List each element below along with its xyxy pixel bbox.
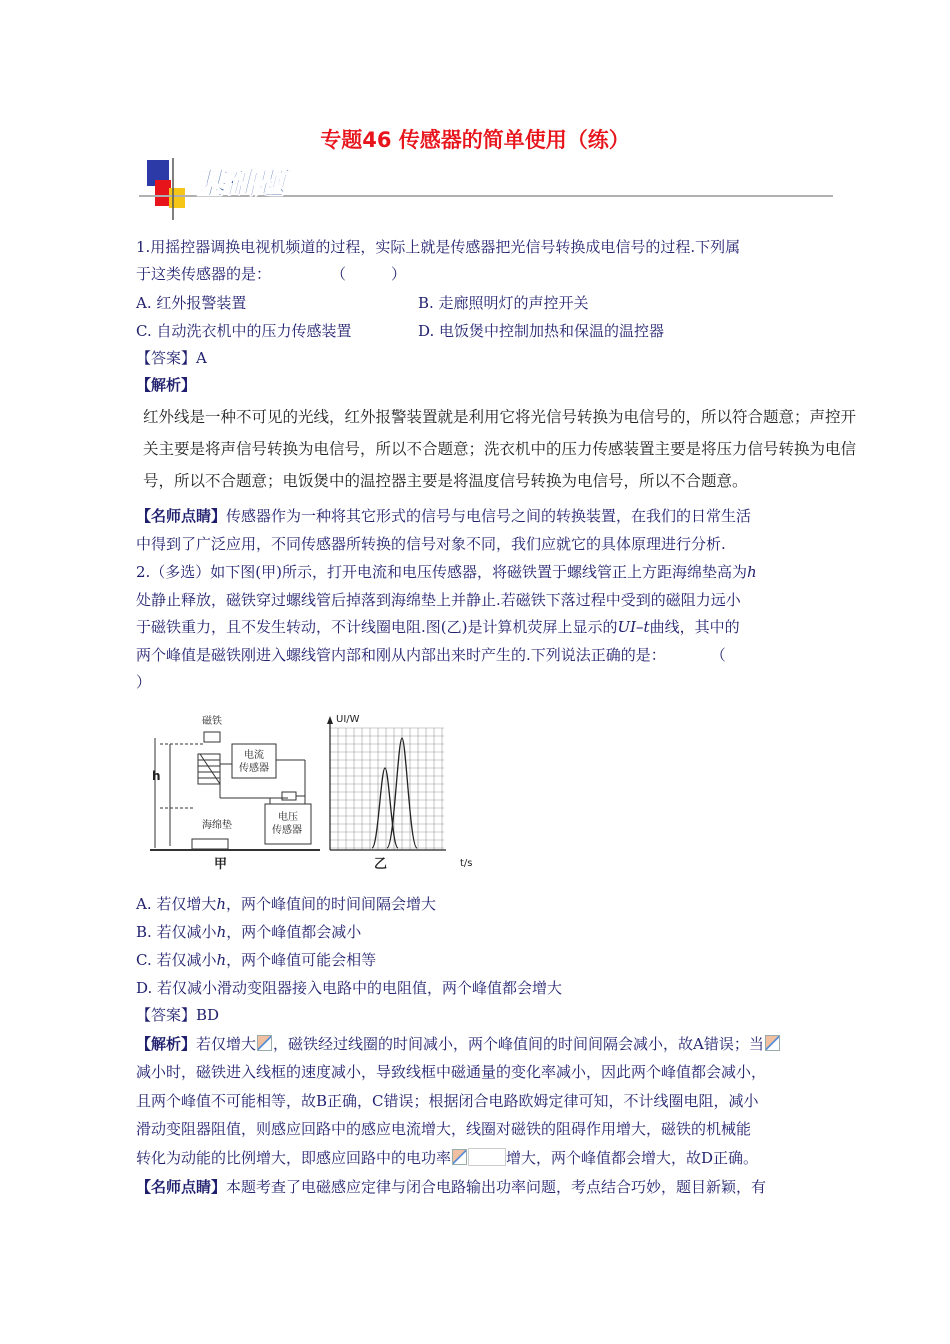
q2-stem-line2: 处静止释放，磁铁穿过螺线管后掉落到海绵垫上并静止.若磁铁下落过程中受到的磁阻力远小 bbox=[136, 591, 741, 609]
q2-analysis-line1 bbox=[136, 1033, 781, 1054]
q2-analysis-text-5b: 增大，两个峰值都会增大，故D正确。 bbox=[506, 1149, 759, 1167]
q2-option-c-var: h bbox=[216, 951, 227, 969]
q2-option-a-var: h bbox=[216, 895, 227, 913]
q1-stem-line1: 1.用摇控器调换电视机频道的过程，实际上就是传感器把光信号转换成电信号的过程.下列属 bbox=[136, 238, 741, 256]
q2-stem-text-3b: 曲线，其中的 bbox=[649, 618, 740, 636]
q2-analysis-text-5a: 转化为动能的比例增大，即感应回路中的电功率 bbox=[136, 1149, 452, 1167]
q1-analysis-line2: 关主要是将声信号转换为电信号，所以不合题意；洗衣机中的压力传感装置主要是将压力信号转换为电信 bbox=[143, 440, 857, 458]
q2-option-b-var: h bbox=[216, 923, 227, 941]
q1-option-c: C. 自动洗衣机中的压力传感装置 bbox=[136, 322, 352, 340]
voltage-sensor bbox=[265, 804, 311, 844]
q2-option-d: D. 若仅减小滑动变阻器接入电路中的电阻值，两个峰值都会增大 bbox=[136, 979, 563, 997]
q2-stem-var-h: h bbox=[747, 563, 757, 581]
banner-title: 基础题 bbox=[195, 167, 285, 202]
rheostat bbox=[282, 792, 296, 800]
caption-jia: 甲 bbox=[214, 857, 228, 872]
q2-option-a-text: A. 若仅增大 bbox=[136, 895, 217, 913]
q2-analysis-text-1b: ，磁铁经过线圈的时间减小，两个峰值间的时间间隔会减小，故A错误；当 bbox=[273, 1035, 764, 1053]
graph-grid bbox=[330, 728, 444, 850]
label-h: h bbox=[152, 769, 161, 783]
q2-option-c-text2: ，两个峰值可能会相等 bbox=[226, 951, 377, 969]
equation-image-icon bbox=[257, 1035, 272, 1051]
q2-analysis-line2: 减小时，磁铁进入线框的速度减小，导致线框中磁通量的变化率减小，因此两个峰值都会减小， bbox=[136, 1063, 767, 1081]
magnet bbox=[204, 732, 220, 742]
x-axis-label: t/s bbox=[460, 858, 473, 869]
label-current-sensor-2: 传感器 bbox=[239, 763, 269, 774]
q2-stem-line4: 两个峰值是磁铁刚进入螺线管内部和刚从内部出来时产生的.下列说法正确的是： （ bbox=[136, 646, 726, 664]
q2-analysis-line3: 且两个峰值不可能相等，故B正确，C错误；根据闭合电路欧姆定律可知，不计线圈电阻，减小 bbox=[136, 1092, 759, 1110]
equation-image-icon bbox=[452, 1149, 467, 1165]
q2-stem-text: 2.（多选）如下图(甲)所示，打开电流和电压传感器，将磁铁置于螺线管正上方距海绵垫高为 bbox=[136, 563, 748, 581]
label-magnet: 磁铁 bbox=[202, 716, 222, 727]
q2-analysis-label: 【解析】 bbox=[136, 1035, 197, 1053]
q2-option-b-text: B. 若仅减小 bbox=[136, 923, 217, 941]
section-banner bbox=[133, 158, 833, 220]
q2-comment-text: 本题考查了电磁感应定律与闭合电路输出功率问题，考点结合巧妙，题目新颖，有 bbox=[226, 1178, 767, 1196]
q2-option-c bbox=[136, 949, 376, 970]
q2-answer: 【答案】BD bbox=[136, 1006, 220, 1024]
q1-option-b: B. 走廊照明灯的声控开关 bbox=[418, 294, 589, 312]
equation-image-icon bbox=[765, 1035, 780, 1051]
q2-analysis-line5 bbox=[136, 1147, 758, 1168]
label-voltage-sensor-1: 电压 bbox=[278, 812, 298, 823]
q2-option-a-text2: ，两个峰值间的时间间隔会增大 bbox=[226, 895, 437, 913]
sponge-pad bbox=[192, 839, 228, 849]
q1-comment-line1 bbox=[136, 505, 751, 526]
q2-analysis-text-1a: 若仅增大 bbox=[196, 1035, 257, 1053]
label-current-sensor-1: 电流 bbox=[244, 750, 264, 761]
q1-analysis-line3: 号，所以不合题意；电饭煲中的温控器主要是将温度信号转换为电信号，所以不合题意。 bbox=[143, 472, 748, 490]
q2-option-b-text2: ，两个峰值都会减小 bbox=[226, 923, 362, 941]
caption-yi: 乙 bbox=[374, 857, 388, 872]
equation-placeholder-box bbox=[468, 1148, 506, 1166]
q2-analysis-line4: 滑动变阻器阻值，则感应回路中的感应电流增大，线圈对磁铁的阻碍作用增大，磁铁的机械能 bbox=[136, 1120, 752, 1138]
uit-graph bbox=[327, 716, 446, 850]
q2-stem-text-3a: 于磁铁重力，且不发生转动，不计线圈电阻.图(乙)是计算机荧屏上显示的 bbox=[136, 618, 618, 636]
q2-option-c-text: C. 若仅减小 bbox=[136, 951, 217, 969]
q2-comment-line1 bbox=[136, 1176, 766, 1197]
q2-stem-line5: ） bbox=[136, 673, 152, 691]
q1-stem-line2: 于这类传感器的是： （ ） bbox=[136, 265, 407, 283]
label-sponge: 海绵垫 bbox=[202, 820, 232, 831]
q2-stem-line1 bbox=[136, 561, 757, 582]
experiment-figure bbox=[150, 708, 500, 888]
q1-analysis-line1: 红外线是一种不可见的光线，红外报警装置就是利用它将光信号转换为电信号的，所以符合题意；声控开 bbox=[143, 408, 857, 426]
q2-option-a bbox=[136, 893, 436, 914]
banner-yellow-block bbox=[169, 188, 185, 208]
q1-analysis-label: 【解析】 bbox=[136, 376, 197, 394]
page-title: 专题46 传感器的简单使用（练） bbox=[320, 128, 630, 152]
q1-answer: 【答案】A bbox=[136, 349, 207, 367]
q2-stem-var-uit: UI–t bbox=[617, 618, 650, 636]
q2-comment-label: 【名师点睛】 bbox=[136, 1178, 227, 1196]
y-axis-label: UI/W bbox=[336, 714, 360, 725]
q1-comment-line2: 中得到了广泛应用，不同传感器所转换的信号对象不同，我们应就它的具体原理进行分析. bbox=[136, 535, 726, 553]
banner-red-block bbox=[155, 180, 171, 206]
q2-stem-line3 bbox=[136, 616, 740, 637]
label-voltage-sensor-2: 传感器 bbox=[272, 825, 302, 836]
q1-comment-label: 【名师点睛】 bbox=[136, 507, 227, 525]
q1-option-a: A. 红外报警装置 bbox=[136, 294, 247, 312]
q1-comment-text: 传感器作为一种将其它形式的信号与电信号之间的转换装置，在我们的日常生活 bbox=[226, 507, 752, 525]
q1-option-d: D. 电饭煲中控制加热和保温的温控器 bbox=[418, 322, 665, 340]
q2-option-b bbox=[136, 921, 361, 942]
